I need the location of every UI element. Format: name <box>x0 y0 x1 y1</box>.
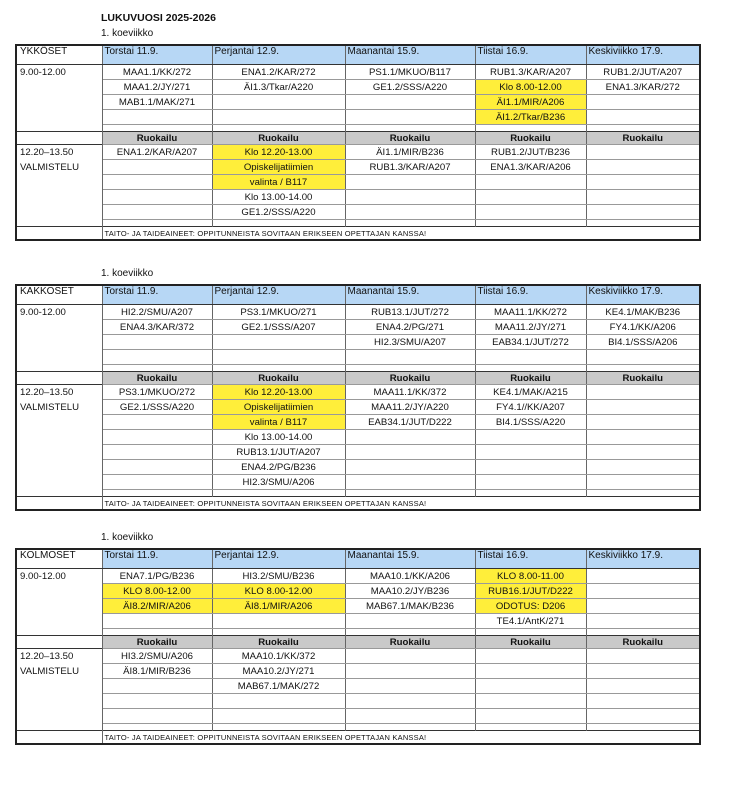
exam-cell: MAA11.1/KK/272 <box>475 305 586 320</box>
spacer-cell <box>102 724 212 731</box>
day-header: Maanantai 15.9. <box>345 285 475 305</box>
time-label-empty <box>16 584 102 599</box>
exam-cell: ENA4.2/PG/B236 <box>212 460 345 475</box>
exam-cell <box>586 385 700 400</box>
spacer-cell <box>475 724 586 731</box>
note-side <box>16 497 102 511</box>
day-header: Keskiviikko 17.9. <box>586 285 700 305</box>
lunch-side <box>16 132 102 145</box>
exam-cell: KLO 8.00-11.00 <box>475 569 586 584</box>
document-title: LUKUVUOSI 2025-2026 <box>101 12 216 24</box>
spacer-cell <box>475 125 586 132</box>
spacer-cell <box>586 629 700 636</box>
spacer-cell <box>212 125 345 132</box>
week-label: 1. koeviikko <box>101 28 154 39</box>
exam-cell: Klo 12.20-13.00 <box>212 145 345 160</box>
exam-cell: BI4.1/SSS/A220 <box>475 415 586 430</box>
exam-cell: ÄI8.2/MIR/A206 <box>102 599 212 614</box>
exam-cell <box>586 190 700 205</box>
exam-cell: ÄI8.1/MIR/A206 <box>212 599 345 614</box>
spacer-cell <box>102 365 212 372</box>
exam-cell <box>586 110 700 125</box>
lunch-label: Ruokailu <box>345 372 475 385</box>
spacer-cell <box>102 490 212 497</box>
group-name: YKKÖSET <box>16 45 102 65</box>
exam-cell: PS3.1/MKUO/271 <box>212 305 345 320</box>
exam-cell <box>345 95 475 110</box>
exam-cell <box>586 415 700 430</box>
exam-cell <box>345 664 475 679</box>
exam-cell <box>102 110 212 125</box>
exam-cell <box>586 460 700 475</box>
spacer-cell <box>212 490 345 497</box>
exam-cell <box>475 175 586 190</box>
day-header: Perjantai 12.9. <box>212 549 345 569</box>
exam-cell: HI2.3/SMU/A206 <box>212 475 345 490</box>
exam-cell: KE4.1/MAK/A215 <box>475 385 586 400</box>
time-label-empty <box>16 175 102 190</box>
day-header: Perjantai 12.9. <box>212 285 345 305</box>
exam-cell: MAA10.1/KK/372 <box>212 649 345 664</box>
exam-cell <box>102 415 212 430</box>
exam-cell: MAA11.1/KK/372 <box>345 385 475 400</box>
note-side <box>16 227 102 241</box>
exam-cell <box>475 649 586 664</box>
spacer-cell <box>16 220 102 227</box>
exam-cell <box>102 475 212 490</box>
exam-cell <box>102 430 212 445</box>
afternoon-time-label: 12.20–13.50 <box>16 145 102 160</box>
exam-cell: FY4.1//KK/A207 <box>475 400 586 415</box>
spacer-cell <box>16 629 102 636</box>
exam-cell: valinta / B117 <box>212 175 345 190</box>
day-header: Torstai 11.9. <box>102 549 212 569</box>
exam-cell <box>345 694 475 709</box>
exam-cell <box>102 445 212 460</box>
exam-cell: EAB34.1/JUT/272 <box>475 335 586 350</box>
afternoon-time-label: 12.20–13.50 <box>16 649 102 664</box>
spacer-cell <box>475 490 586 497</box>
exam-cell <box>586 445 700 460</box>
time-label-empty <box>16 190 102 205</box>
exam-cell: MAA11.2/JY/271 <box>475 320 586 335</box>
exam-cell <box>102 460 212 475</box>
exam-cell <box>475 350 586 365</box>
exam-cell: ENA1.2/KAR/272 <box>212 65 345 80</box>
spacer-cell <box>212 220 345 227</box>
spacer-cell <box>345 490 475 497</box>
exam-cell: RUB1.3/KAR/A207 <box>475 65 586 80</box>
exam-cell <box>102 175 212 190</box>
exam-cell: FY4.1/KK/A206 <box>586 320 700 335</box>
exam-cell <box>475 430 586 445</box>
exam-cell <box>586 350 700 365</box>
exam-cell: ENA1.3/KAR/A206 <box>475 160 586 175</box>
exam-cell <box>102 709 212 724</box>
time-label-empty <box>16 415 102 430</box>
lunch-label: Ruokailu <box>586 132 700 145</box>
spacer-cell <box>102 125 212 132</box>
exam-cell: RUB13.1/JUT/A207 <box>212 445 345 460</box>
exam-cell: MAB67.1/MAK/272 <box>212 679 345 694</box>
exam-cell <box>586 599 700 614</box>
exam-cell <box>475 445 586 460</box>
exam-cell <box>102 160 212 175</box>
exam-cell: ÄI1.1/MIR/A206 <box>475 95 586 110</box>
lunch-label: Ruokailu <box>102 372 212 385</box>
exam-cell <box>345 649 475 664</box>
lunch-label: Ruokailu <box>475 132 586 145</box>
exam-cell: ENA4.2/PG/271 <box>345 320 475 335</box>
time-label-empty <box>16 110 102 125</box>
exam-cell <box>586 475 700 490</box>
exam-cell <box>345 709 475 724</box>
exam-cell: EAB34.1/JUT/D222 <box>345 415 475 430</box>
lunch-label: Ruokailu <box>345 636 475 649</box>
exam-cell <box>475 475 586 490</box>
exam-cell <box>345 110 475 125</box>
day-header: Perjantai 12.9. <box>212 45 345 65</box>
arts-note: TAITO- JA TAIDEAINEET: OPPITUNNEISTA SOVITAAN ERIKSEEN OPETTAJAN KANSSA! <box>102 731 700 745</box>
spacer-cell <box>102 629 212 636</box>
time-label-empty <box>16 430 102 445</box>
valmistelu-label: VALMISTELU <box>16 400 102 415</box>
lunch-label: Ruokailu <box>345 132 475 145</box>
exam-cell <box>586 649 700 664</box>
lunch-label: Ruokailu <box>475 636 586 649</box>
exam-cell <box>345 460 475 475</box>
schedule-table <box>15 548 701 745</box>
exam-cell <box>586 430 700 445</box>
exam-cell: RUB1.3/KAR/A207 <box>345 160 475 175</box>
exam-cell: ÄI1.2/Tkar/B236 <box>475 110 586 125</box>
exam-cell <box>102 614 212 629</box>
time-label-empty <box>16 475 102 490</box>
week-label: 1. koeviikko <box>101 532 154 543</box>
lunch-label: Ruokailu <box>212 132 345 145</box>
exam-cell <box>102 190 212 205</box>
exam-cell <box>212 694 345 709</box>
exam-cell: ÄI1.3/Tkar/A220 <box>212 80 345 95</box>
spacer-cell <box>16 365 102 372</box>
exam-cell <box>212 95 345 110</box>
exam-cell <box>212 350 345 365</box>
lunch-label: Ruokailu <box>212 372 345 385</box>
exam-cell: MAA1.1/KK/272 <box>102 65 212 80</box>
exam-cell <box>586 584 700 599</box>
spacer-cell <box>16 724 102 731</box>
exam-cell: PS1.1/MKUO/B117 <box>345 65 475 80</box>
spacer-cell <box>212 724 345 731</box>
group-name: KAKKOSET <box>16 285 102 305</box>
spacer-cell <box>16 490 102 497</box>
exam-cell <box>586 569 700 584</box>
exam-cell <box>345 445 475 460</box>
lunch-side <box>16 372 102 385</box>
spacer-cell <box>212 365 345 372</box>
day-header: Keskiviikko 17.9. <box>586 549 700 569</box>
lunch-side <box>16 636 102 649</box>
time-label: 9.00-12.00 <box>16 305 102 320</box>
exam-cell <box>586 145 700 160</box>
exam-cell: Klo 12.20-13.00 <box>212 385 345 400</box>
exam-cell: KLO 8.00-12.00 <box>212 584 345 599</box>
spacer-cell <box>345 125 475 132</box>
exam-cell <box>586 400 700 415</box>
exam-cell <box>475 679 586 694</box>
time-label-empty <box>16 350 102 365</box>
exam-cell: HI3.2/SMU/A206 <box>102 649 212 664</box>
note-side <box>16 731 102 745</box>
exam-cell <box>102 694 212 709</box>
exam-cell: Opiskelijatiimien <box>212 400 345 415</box>
time-label-empty <box>16 599 102 614</box>
exam-cell: RUB1.2/JUT/B236 <box>475 145 586 160</box>
exam-cell: PS3.1/MKUO/272 <box>102 385 212 400</box>
valmistelu-label: VALMISTELU <box>16 664 102 679</box>
spacer-cell <box>475 365 586 372</box>
time-label-empty <box>16 80 102 95</box>
exam-cell: Klo 13.00-14.00 <box>212 190 345 205</box>
arts-note: TAITO- JA TAIDEAINEET: OPPITUNNEISTA SOVITAAN ERIKSEEN OPETTAJAN KANSSA! <box>102 497 700 511</box>
valmistelu-label: VALMISTELU <box>16 160 102 175</box>
spacer-cell <box>475 220 586 227</box>
day-header: Torstai 11.9. <box>102 45 212 65</box>
group-name: KOLMOSET <box>16 549 102 569</box>
spacer-cell <box>586 490 700 497</box>
exam-cell <box>102 350 212 365</box>
exam-cell: Klo 8.00-12.00 <box>475 80 586 95</box>
exam-cell: RUB13.1/JUT/272 <box>345 305 475 320</box>
exam-cell: TE4.1/AntK/271 <box>475 614 586 629</box>
exam-cell: MAA1.2/JY/271 <box>102 80 212 95</box>
exam-cell: GE1.2/SSS/A220 <box>212 205 345 220</box>
arts-note: TAITO- JA TAIDEAINEET: OPPITUNNEISTA SOVITAAN ERIKSEEN OPETTAJAN KANSSA! <box>102 227 700 241</box>
exam-cell: KLO 8.00-12.00 <box>102 584 212 599</box>
exam-cell: RUB1.2/JUT/A207 <box>586 65 700 80</box>
lunch-label: Ruokailu <box>475 372 586 385</box>
exam-cell: GE2.1/SSS/A220 <box>102 400 212 415</box>
exam-cell <box>345 430 475 445</box>
exam-cell <box>475 460 586 475</box>
day-header: Maanantai 15.9. <box>345 45 475 65</box>
exam-cell: GE2.1/SSS/A207 <box>212 320 345 335</box>
week-label: 1. koeviikko <box>101 268 154 279</box>
spacer-cell <box>345 629 475 636</box>
spacer-cell <box>586 220 700 227</box>
exam-cell: RUB16.1/JUT/D222 <box>475 584 586 599</box>
time-label-empty <box>16 679 102 694</box>
time-label-empty <box>16 445 102 460</box>
exam-cell: ENA4.3/KAR/372 <box>102 320 212 335</box>
spacer-cell <box>586 125 700 132</box>
time-label-empty <box>16 709 102 724</box>
exam-cell: MAA10.1/KK/A206 <box>345 569 475 584</box>
day-header: Maanantai 15.9. <box>345 549 475 569</box>
lunch-label: Ruokailu <box>586 636 700 649</box>
exam-cell <box>102 335 212 350</box>
exam-cell <box>586 205 700 220</box>
day-header: Tiistai 16.9. <box>475 45 586 65</box>
time-label-empty <box>16 205 102 220</box>
spacer-cell <box>102 220 212 227</box>
exam-cell: MAB67.1/MAK/B236 <box>345 599 475 614</box>
lunch-label: Ruokailu <box>102 636 212 649</box>
time-label-empty <box>16 320 102 335</box>
time-label-empty <box>16 614 102 629</box>
exam-cell <box>586 664 700 679</box>
exam-cell: ODOTUS: D206 <box>475 599 586 614</box>
exam-cell: valinta / B117 <box>212 415 345 430</box>
afternoon-time-label: 12.20–13.50 <box>16 385 102 400</box>
exam-cell: HI2.2/SMU/A207 <box>102 305 212 320</box>
spacer-cell <box>586 365 700 372</box>
time-label-empty <box>16 95 102 110</box>
exam-cell <box>586 95 700 110</box>
spacer-cell <box>475 629 586 636</box>
lunch-label: Ruokailu <box>212 636 345 649</box>
exam-cell: Opiskelijatiimien <box>212 160 345 175</box>
exam-cell <box>345 350 475 365</box>
exam-cell: MAA10.2/JY/B236 <box>345 584 475 599</box>
exam-cell: Klo 13.00-14.00 <box>212 430 345 445</box>
exam-cell <box>102 679 212 694</box>
exam-cell <box>345 614 475 629</box>
time-label-empty <box>16 335 102 350</box>
lunch-label: Ruokailu <box>586 372 700 385</box>
exam-cell <box>586 175 700 190</box>
lunch-label: Ruokailu <box>102 132 212 145</box>
exam-cell: GE1.2/SSS/A220 <box>345 80 475 95</box>
day-header: Tiistai 16.9. <box>475 285 586 305</box>
exam-cell <box>475 694 586 709</box>
spacer-cell <box>586 724 700 731</box>
spacer-cell <box>345 365 475 372</box>
exam-cell <box>212 335 345 350</box>
exam-cell <box>212 614 345 629</box>
exam-cell <box>345 175 475 190</box>
exam-cell: MAA11.2/JY/A220 <box>345 400 475 415</box>
schedule-table <box>15 44 701 241</box>
exam-cell <box>345 205 475 220</box>
spacer-cell <box>16 125 102 132</box>
time-label: 9.00-12.00 <box>16 569 102 584</box>
exam-cell: ÄI8.1/MIR/B236 <box>102 664 212 679</box>
exam-cell <box>345 679 475 694</box>
exam-cell: HI2.3/SMU/A207 <box>345 335 475 350</box>
spacer-cell <box>212 629 345 636</box>
exam-cell <box>586 679 700 694</box>
exam-cell <box>586 709 700 724</box>
exam-cell: ENA1.2/KAR/A207 <box>102 145 212 160</box>
exam-cell: ENA1.3/KAR/272 <box>586 80 700 95</box>
exam-cell <box>475 709 586 724</box>
exam-cell <box>345 190 475 205</box>
exam-cell: BI4.1/SSS/A206 <box>586 335 700 350</box>
spacer-cell <box>345 220 475 227</box>
exam-cell <box>345 475 475 490</box>
time-label-empty <box>16 460 102 475</box>
exam-cell <box>212 709 345 724</box>
exam-cell <box>475 190 586 205</box>
day-header: Tiistai 16.9. <box>475 549 586 569</box>
day-header: Keskiviikko 17.9. <box>586 45 700 65</box>
exam-cell: ENA7.1/PG/B236 <box>102 569 212 584</box>
time-label-empty <box>16 694 102 709</box>
exam-cell <box>475 664 586 679</box>
exam-cell: KE4.1/MAK/B236 <box>586 305 700 320</box>
exam-cell <box>586 614 700 629</box>
spacer-cell <box>345 724 475 731</box>
exam-cell <box>102 205 212 220</box>
exam-cell <box>475 205 586 220</box>
exam-cell <box>212 110 345 125</box>
exam-cell: MAB1.1/MAK/271 <box>102 95 212 110</box>
exam-cell: MAA10.2/JY/271 <box>212 664 345 679</box>
exam-cell <box>586 694 700 709</box>
time-label: 9.00-12.00 <box>16 65 102 80</box>
exam-cell <box>586 160 700 175</box>
day-header: Torstai 11.9. <box>102 285 212 305</box>
exam-cell: HI3.2/SMU/B236 <box>212 569 345 584</box>
schedule-table <box>15 284 701 511</box>
exam-cell: ÄI1.1/MIR/B236 <box>345 145 475 160</box>
